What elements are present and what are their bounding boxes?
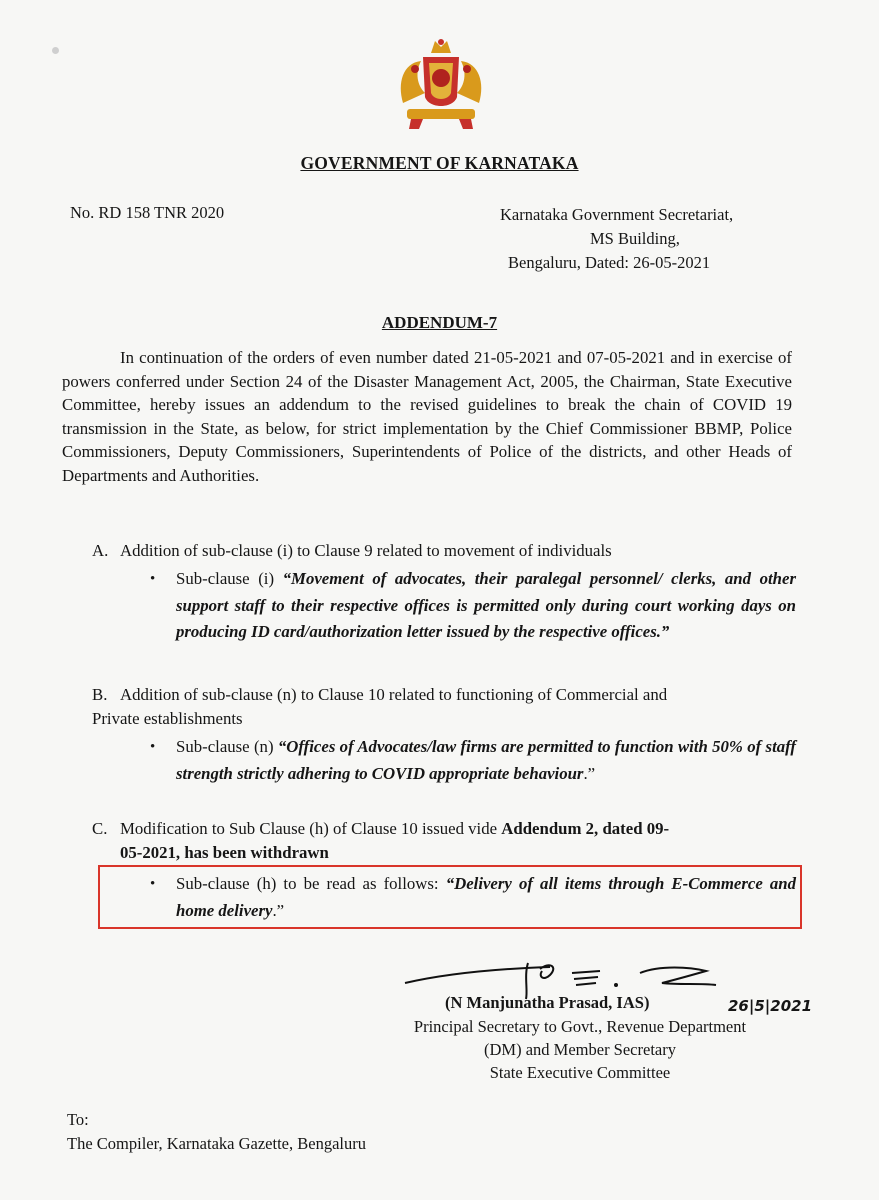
bullet-quote: “Delivery of all items through E-Commerce and home delivery (176, 874, 796, 920)
clause-a-bullet (150, 566, 796, 646)
clause-text-continued: Private establishments (92, 709, 243, 728)
bullet-quote: “Offices of Advocates/law firms are permitted to function with 50% of staff strength strictly adhering to COVID appropriate behaviour (176, 737, 797, 783)
bullet-prefix: Sub-clause (h) to be read as follows: (176, 874, 446, 893)
clause-b-bullet (150, 734, 796, 787)
bullet-quote: “Movement of advocates, their paralegal personnel/ clerks, and other support staff to their respective offices is permitted only during court working days on producing ID card/authorization letter issued by the respective offices.” (176, 569, 796, 641)
address-line: Karnataka Government Secretariat, (500, 205, 734, 224)
clause-c (92, 817, 792, 865)
reference-number: No. RD 158 TNR 2020 (70, 203, 225, 222)
clause-a (92, 539, 792, 563)
clause-label: B. (92, 685, 108, 704)
clause-b (92, 683, 792, 731)
address-line: Bengaluru, Dated: 26-05-2021 (508, 253, 711, 272)
bullet-end: .” (583, 763, 596, 783)
designation-line: State Executive Committee (489, 1063, 671, 1082)
designation-line: (DM) and Member Secretary (484, 1040, 676, 1059)
bullet-prefix: Sub-clause (n) (176, 737, 278, 756)
handwritten-date-text: 26|5|2021 (728, 997, 813, 1015)
clause-label: C. (92, 819, 108, 838)
bullet-end: .” (272, 900, 285, 920)
clause-text: Addition of sub-clause (n) to Clause 10 related to functioning of Commercial and (120, 685, 668, 704)
scan-mark (52, 47, 59, 54)
recipient-block (67, 1108, 366, 1156)
clause-text: Addition of sub-clause (i) to Clause 9 related to movement of individuals (120, 541, 612, 560)
karnataka-emblem-icon (393, 33, 489, 133)
address-line: MS Building, (590, 229, 680, 248)
designation-line: Principal Secretary to Govt., Revenue Department (413, 1017, 747, 1036)
intro-paragraph: In continuation of the orders of even number dated 21-05-2021 and 07-05-2021 and in exercise of powers conferred under Section 24 of the Disaster Management Act, 2005, the Chairman, State Executive Committee, hereby issues an addendum to the revised guidelines to break the chain of COVID 19 transmission in the State, as below, for strict implementation by the Chief Commissioner BBMP, Police Commissioners, Deputy Commissioners, Superintendents of Police of the districts, and other Heads of Departments and Authorities. (62, 348, 792, 485)
subject-heading: ADDENDUM-7 (381, 313, 498, 332)
address-block (500, 203, 733, 275)
bullet-prefix: Sub-clause (i) (176, 569, 283, 588)
designation-block (360, 1015, 800, 1084)
clause-text-bold: Addendum 2, dated 09- (501, 819, 670, 838)
government-title: GOVERNMENT OF KARNATAKA (300, 153, 579, 173)
recipient-label: To: (67, 1110, 89, 1129)
clause-label: A. (92, 541, 109, 560)
clause-text-bold-continued: 05-2021, has been withdrawn (120, 843, 329, 862)
recipient-name: The Compiler, Karnataka Gazette, Bengaluru (67, 1134, 366, 1153)
highlight-box (98, 865, 802, 929)
signatory-name: (N Manjunatha Prasad, IAS) (445, 993, 650, 1012)
clause-text: Modification to Sub Clause (h) of Clause 10 issued vide (120, 819, 502, 838)
